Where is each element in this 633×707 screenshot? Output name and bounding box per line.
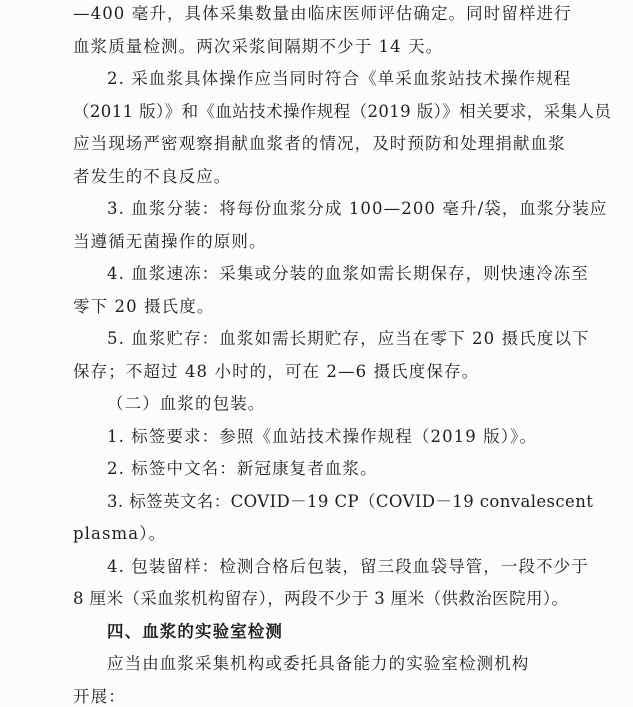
text-line: 应当由血浆采集机构或委托具备能力的实验室检测机构 bbox=[107, 654, 530, 673]
text-line: 8 厘米（采血浆机构留存），两段不少于 3 厘米（供救治医院用）。 bbox=[73, 589, 569, 608]
text-line: 3. 标签英文名：COVID－19 CP（COVID－19 convalescent bbox=[107, 492, 594, 511]
section-heading: 四、血浆的实验室检测 bbox=[107, 622, 283, 641]
text-line: （2011 版）》和《血站技术操作规程（2019 版）》相关要求，采集人员 bbox=[73, 102, 612, 121]
text-line: 血浆质量检测。两次采浆间隔期不少于 14 天。 bbox=[73, 37, 444, 56]
text-line: 2. 标签中文名：新冠康复者血浆。 bbox=[107, 459, 378, 478]
text-line: 保存；不超过 48 小时的，可在 2—6 摄氏度保存。 bbox=[73, 362, 480, 381]
text-line: plasma）。 bbox=[73, 524, 167, 543]
text-line: 4. 包装留样：检测合格后包装，留三段血袋导管，一段不少于 bbox=[107, 557, 589, 576]
text-line: 零下 20 摄氏度。 bbox=[73, 297, 215, 316]
text-line: 应当现场严密观察捐献血浆者的情况，及时预防和处理捐献血浆 bbox=[73, 134, 566, 153]
section-subheading: （二）血浆的包装。 bbox=[107, 394, 266, 413]
text-line: 4. 血浆速冻：采集或分装的血浆如需长期保存，则快速冷冻至 bbox=[107, 264, 589, 283]
text-line: 3. 血浆分装：将每份血浆分成 100—200 毫升/袋，血浆分装应 bbox=[107, 199, 608, 218]
text-line: 2. 采血浆具体操作应当同时符合《单采血浆站技术操作规程 bbox=[107, 69, 572, 88]
text-line: 5. 血浆贮存：血浆如需长期贮存，应当在零下 20 摄氏度以下 bbox=[107, 329, 590, 348]
text-line: 当遵循无菌操作的原则。 bbox=[73, 232, 267, 251]
text-line: 1. 标签要求：参照《血站技术操作规程（2019 版）》。 bbox=[107, 427, 538, 446]
text-line: —400 毫升，具体采集数量由临床医师评估确定。同时留样进行 bbox=[73, 4, 572, 23]
text-line: 者发生的不良反应。 bbox=[73, 167, 232, 186]
text-line: 开展： bbox=[73, 687, 126, 706]
